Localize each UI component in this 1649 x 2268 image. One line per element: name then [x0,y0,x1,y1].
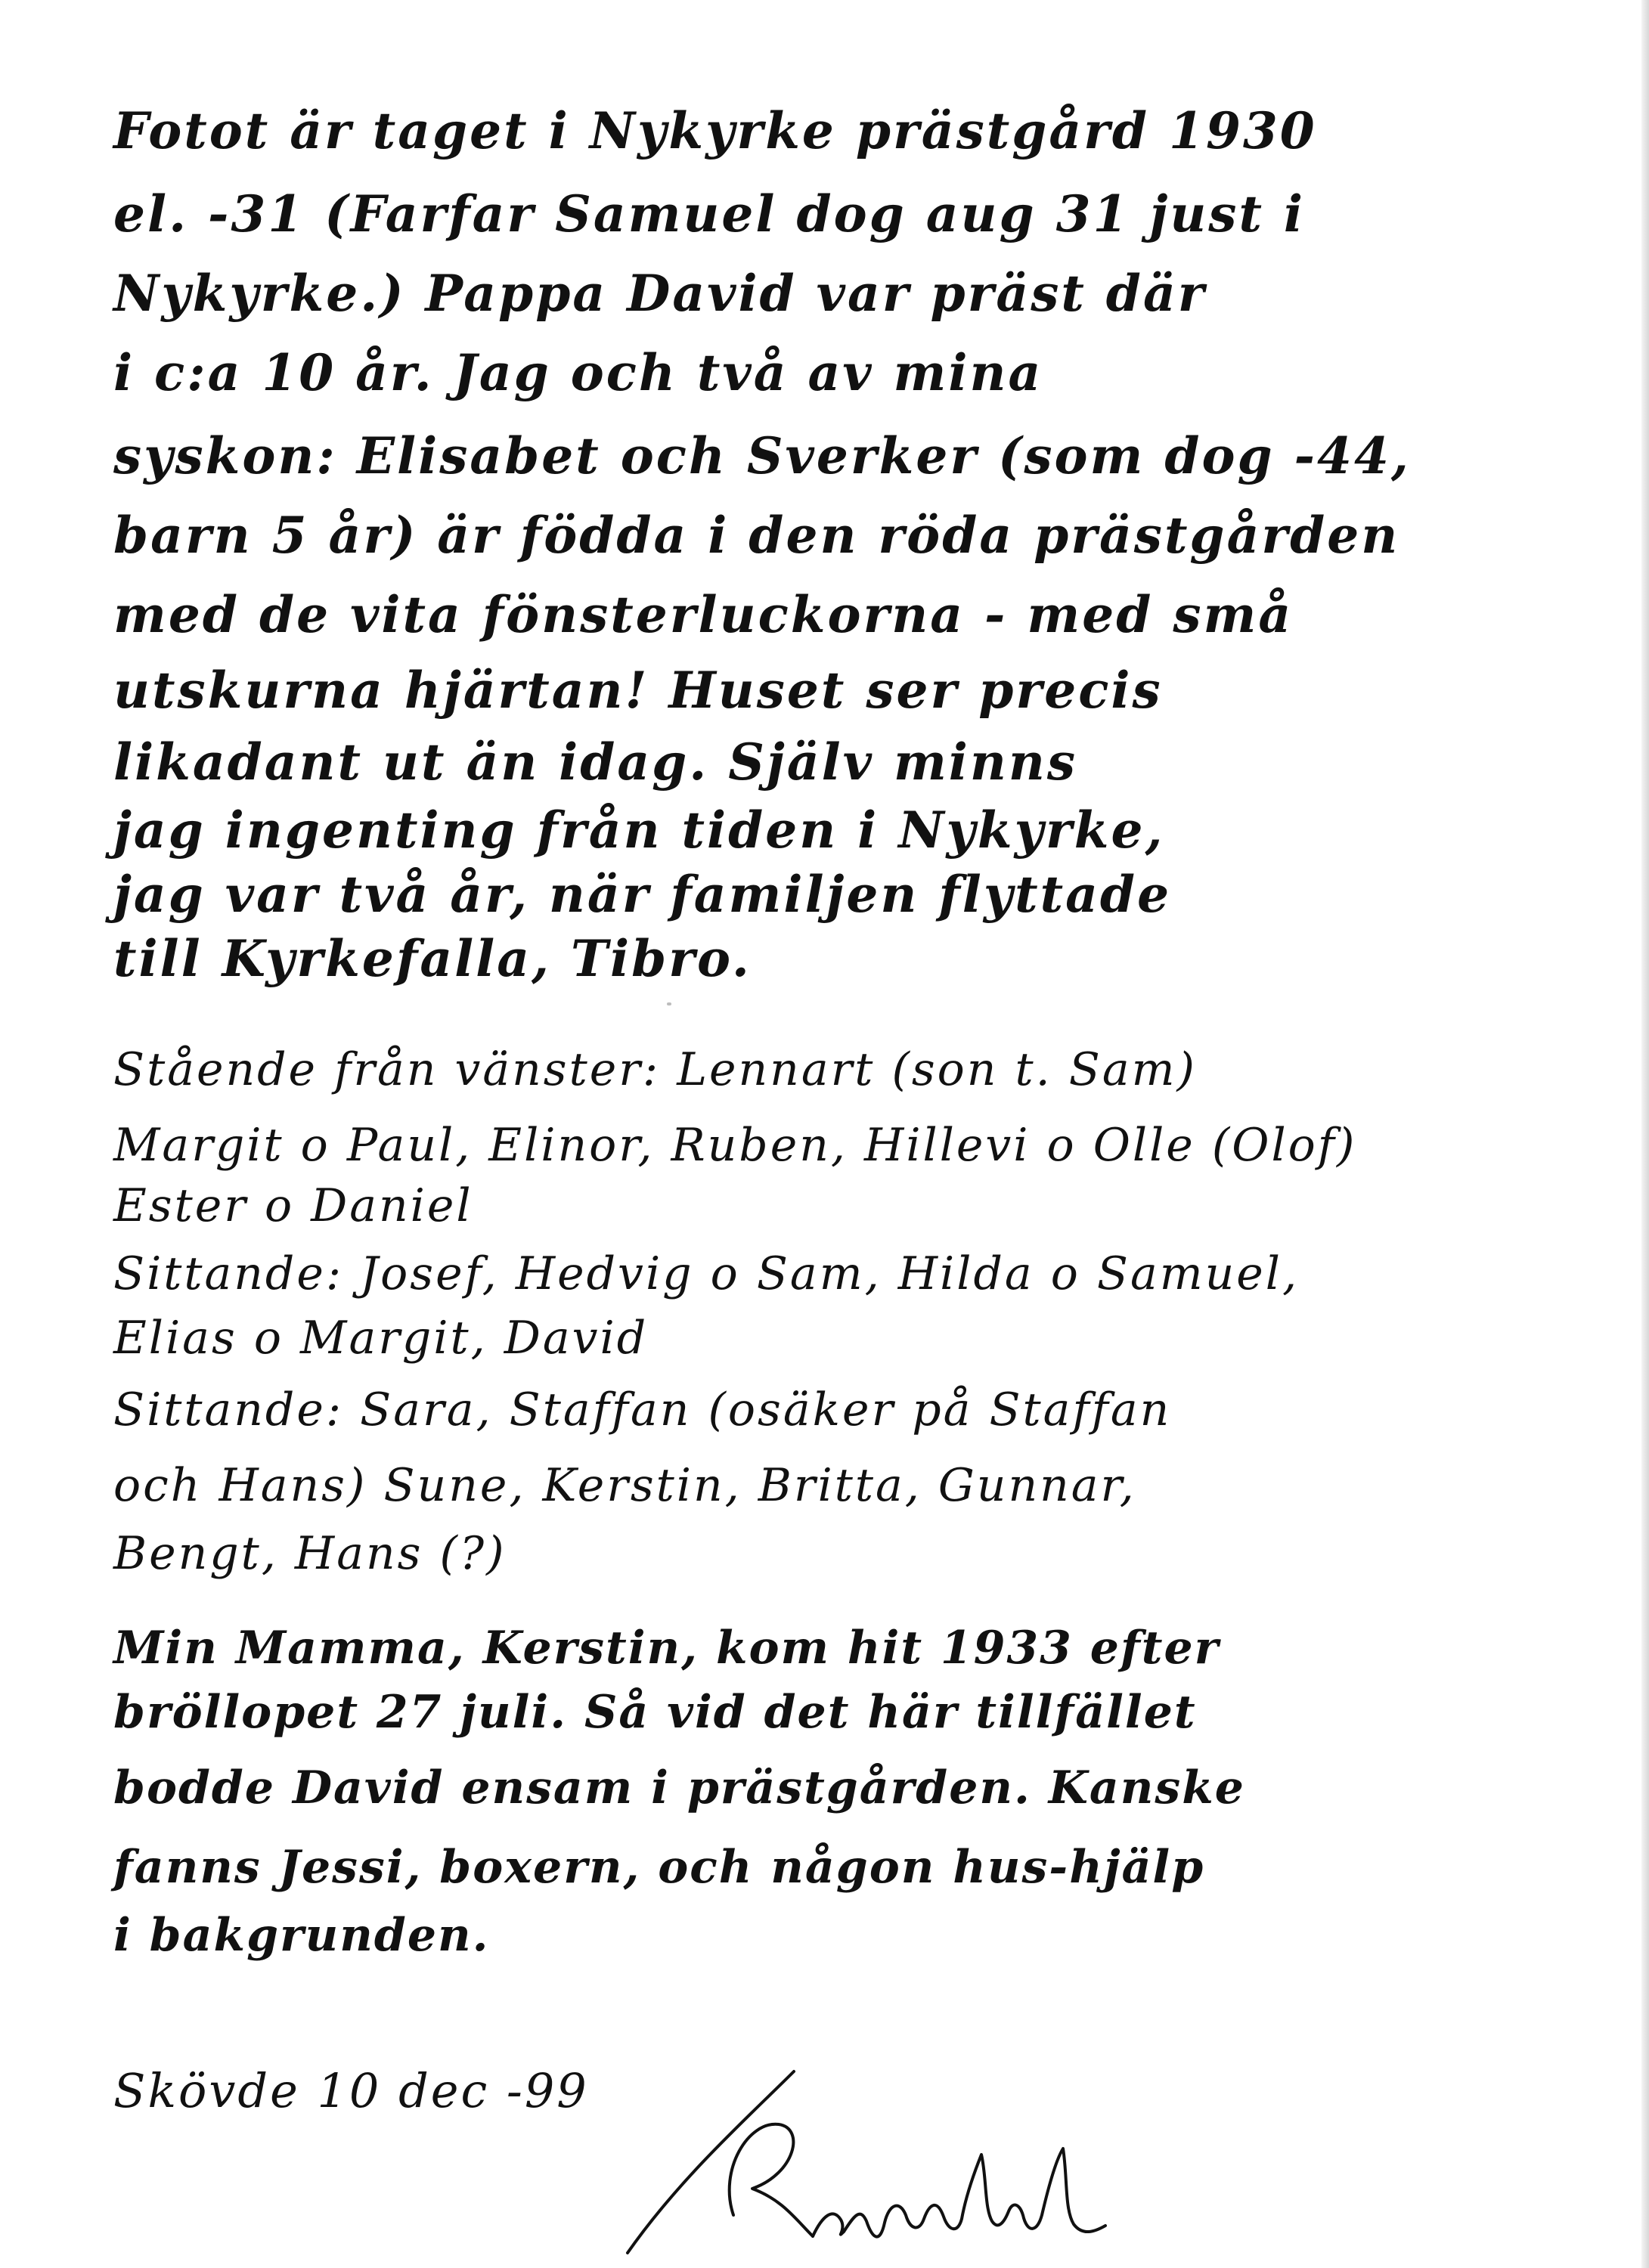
letter-line: i bakgrunden. [113,1909,490,1962]
letter-line: jag var två år, när familjen flyttade [113,865,1172,924]
letter-line: bodde David ensam i prästgården. Kanske [113,1761,1245,1814]
letter-line: barn 5 år) är födda i den röda prästgården [113,506,1400,565]
letter-line: Nykyrke.) Pappa David var präst där [113,264,1207,323]
letter-line: Min Mamma, Kerstin, kom hit 1933 efter [113,1622,1220,1675]
letter-line: Fotot är taget i Nykyrke prästgård 1930 [113,101,1317,160]
letter-line: jag ingenting från tiden i Nykyrke, [113,801,1165,860]
letter-line: syskon: Elisabet och Sverker (som dog -44, [113,426,1411,485]
letter-line: Margit o Paul, Elinor, Ruben, Hillevi o Olle (Olof) [113,1119,1357,1172]
paper-speck [667,1002,671,1005]
letter-line: Sittande: Josef, Hedvig o Sam, Hilda o Samuel, [113,1247,1300,1300]
paper-edge-shadow [1641,0,1649,2268]
letter-line: till Kyrkefalla, Tibro. [113,929,752,988]
letter-line: likadant ut än idag. Själv minns [113,733,1078,792]
letter-line: Bengt, Hans (?) [113,1527,507,1580]
letter-line: utskurna hjärtan! Huset ser precis [113,661,1163,720]
letter-line: Elias o Margit, David [113,1312,649,1365]
place-date: Skövde 10 dec -99 [113,2063,589,2118]
letter-line: och Hans) Sune, Kerstin, Britta, Gunnar, [113,1459,1136,1512]
letter-line: bröllopet 27 juli. Så vid det här tillfället [113,1686,1197,1739]
letter-line: fanns Jessi, boxern, och någon hus-hjälp [113,1841,1205,1894]
letter-line: el. -31 (Farfar Samuel dog aug 31 just i [113,184,1305,243]
letter-line: Sittande: Sara, Staffan (osäker på Staffan [113,1383,1172,1436]
letter-line: Ester o Daniel [113,1179,473,1232]
handwritten-signature [620,2064,1164,2260]
letter-line: Stående från vänster: Lennart (son t. Sam) [113,1043,1197,1096]
letter-line: i c:a 10 år. Jag och två av mina [113,343,1043,402]
letter-line: med de vita fönsterluckorna - med små [113,585,1294,644]
